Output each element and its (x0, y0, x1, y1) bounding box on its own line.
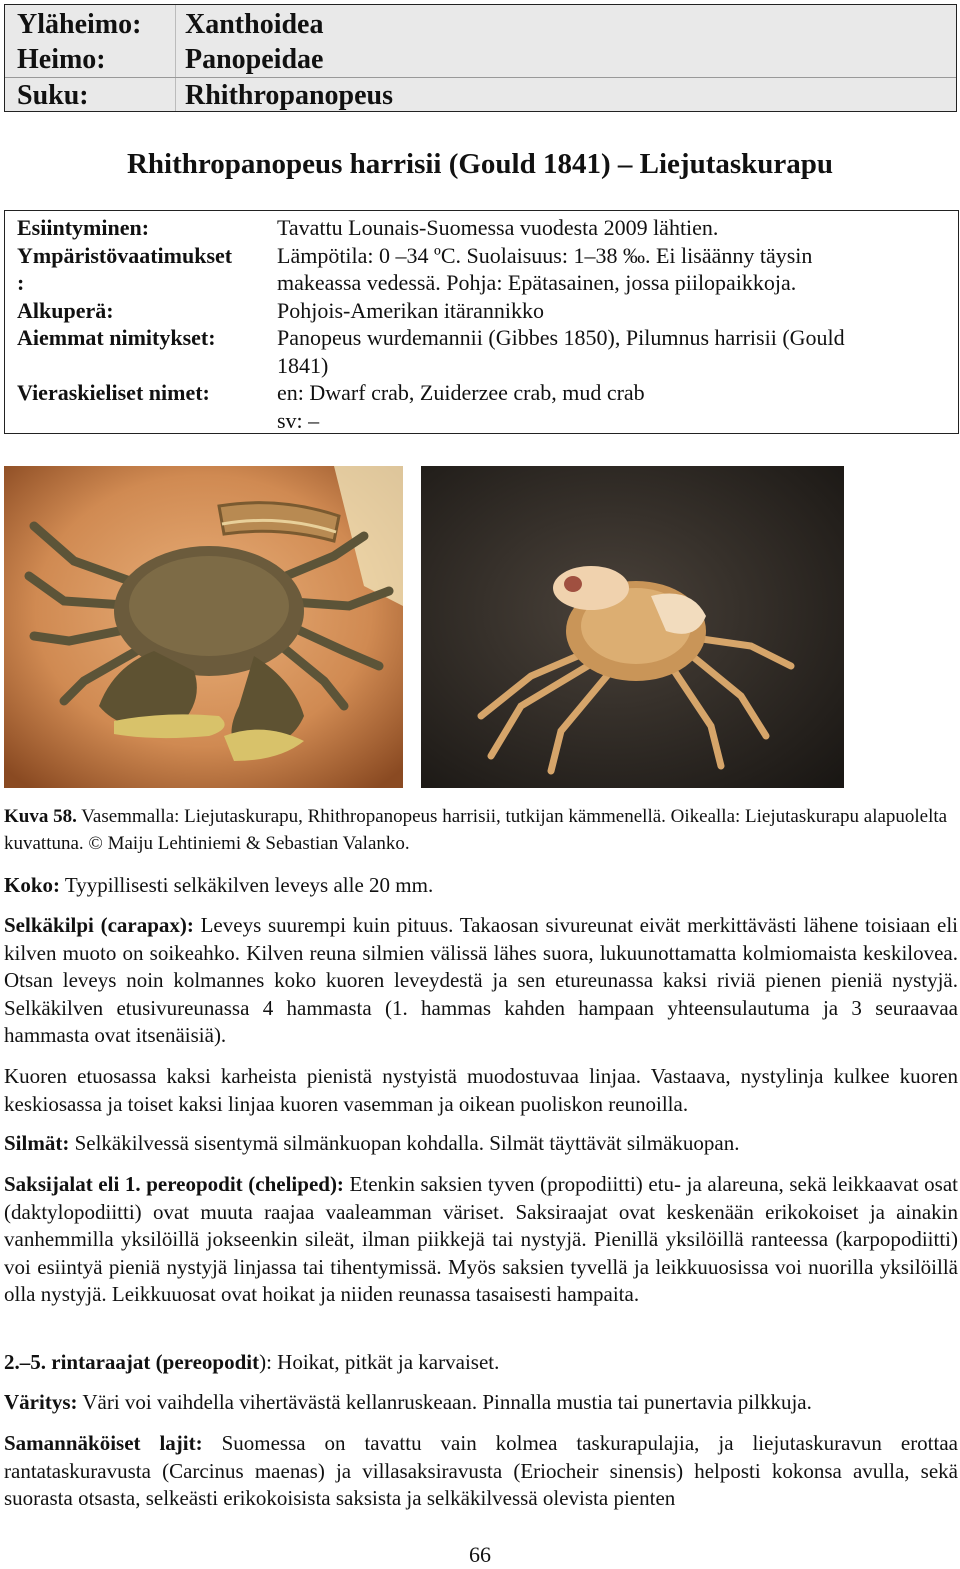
chelipeds-label: Saksijalat eli 1. pereopodit (cheliped): (4, 1172, 344, 1196)
size-label: Koko: (4, 873, 61, 897)
foreign-names-en: en: Dwarf crab, Zuiderzee crab, mud crab (277, 380, 645, 405)
carapace-text: Leveys suurempi kuin pituus. Takaosan sivureunat eivät merkittävästi lähene toisiaan eli kilven muoto on soikeahko. Kilven reuna silmien välissä lähes suora, lukuunottamatta kolmiomaista keskilovea. Otsan leveys noin kolmannes koko kuoren leveydestä ja sen etureunassa kaksi riviä pienen pieniä nystyjä. Selkäkilven etusivureunassa 4 hammasta (1. hammas kahden hampaan yhteensulautuma ja 3 seuraavaa hammasta ovat itsenäisiä). (4, 913, 958, 1048)
environment-value-line2: makeassa vedessä. Pohja: Epätasainen, jossa piilopaikkoja. (277, 270, 797, 295)
walking-legs-label-a: 2.–5. rintaraajat ( (4, 1350, 163, 1374)
taxonomy-row-family (5, 42, 956, 77)
environment-label: Ympäristövaatimukset (17, 243, 233, 268)
family-label: Heimo: (17, 44, 106, 75)
family-value: Panopeidae (185, 44, 324, 75)
figure-caption-text: Vasemmalla: Liejutaskurapu, Rhithropanopeus harrisii, tutkijan kämmenellä. Oikealla: Liejutaskurapu alapuolelta kuvattuna. © Maiju Lehtiniemi & Sebastian Valanko. (4, 806, 948, 854)
carapace-paragraph (4, 912, 958, 1050)
eyes-paragraph (4, 1130, 958, 1158)
shell-lines-paragraph (4, 1063, 958, 1118)
walking-legs-label-b: pereopodit (162, 1350, 260, 1374)
species-title: Rhithropanopeus harrisii (Gould 1841) – Liejutaskurapu (126, 148, 834, 180)
origin-label: Alkuperä: (17, 298, 114, 323)
superfamily-value: Xanthoidea (185, 9, 324, 40)
eyes-label: Silmät: (4, 1131, 70, 1155)
size-paragraph (4, 872, 958, 900)
shell-lines-text: Kuoren etuosassa kaksi karheista pienistä nystyistä muodostuvaa linjaa. Vastaava, nystylinja kulkee kuoren keskiosassa ja toiset kaksi linjaa kuoren vasemman ja oikean puoliskon reunoilla. (4, 1064, 958, 1116)
size-text: Tyypillisesti selkäkilven leveys alle 20 mm. (64, 873, 434, 897)
coloration-text: Väri voi vaihdella vihertävästä kellanruskeaan. Pinnalla mustia tai punertavia pilkkuja. (82, 1390, 812, 1414)
foreign-names-label: Vieraskieliset nimet: (17, 380, 210, 405)
coloration-label: Väritys: (4, 1390, 78, 1414)
similar-species-label: Samannäköiset lajit: (4, 1431, 203, 1455)
eyes-text: Selkäkilvessä sisentymä silmänkuopan kohdalla. Silmät täyttävät silmäkuopan. (74, 1131, 740, 1155)
coloration-paragraph (4, 1389, 958, 1417)
carapace-label: Selkäkilpi (carapax): (4, 913, 194, 937)
former-names-line1: Panopeus wurdemannii (Gibbes 1850), Pilumnus harrisii (Gould (277, 325, 845, 350)
taxonomy-row-superfamily (5, 7, 956, 42)
walking-legs-label-c: ): (259, 1350, 272, 1374)
superfamily-label: Yläheimo: (17, 9, 142, 40)
species-info-box (4, 210, 959, 434)
origin-value: Pohjois-Amerikan itärannikko (277, 298, 545, 323)
genus-label: Suku: (17, 80, 89, 111)
crab-underside-photo (421, 466, 844, 788)
figure-caption-lead: Kuva 58. (4, 806, 77, 827)
occurrence-label: Esiintyminen: (17, 215, 150, 240)
walking-legs-text: Hoikat, pitkät ja karvaiset. (277, 1350, 500, 1374)
crab-on-palm-photo (4, 466, 403, 788)
figure-caption (4, 803, 958, 857)
environment-value-line1: Lämpötila: 0 –34 ºC. Suolaisuus: 1–38 ‰. Ei lisäänny täysin (277, 243, 813, 268)
walking-legs-paragraph (4, 1349, 958, 1377)
taxonomy-box (4, 4, 957, 112)
taxonomy-row-genus (5, 77, 956, 113)
chelipeds-text: Etenkin saksien tyven (propodiitti) etu- ja alareuna, sekä leikkaavat osat (daktylopodiitti) ovat muuta raajaa vaaleamman väriset. Saksiraajat ovat keskenään erikokoiset ja ainakin vanhemmilla yksilöillä jokseenkin sileät, ilman piikkejä tai nystyjä. Pienillä yksilöillä ranteessa (karpopodiitti) voi esiintyä pieniä nystyjä linjassa tai tihentymissä. Myös saksien tyvellä ja leikkuuosissa voi nuorilla yksilöillä olla nystyjä. Leikkuuosat ovat hoikat ja niiden reunassa tasaisesti hampaita. (4, 1172, 958, 1307)
former-names-line2: 1841) (277, 353, 329, 378)
foreign-names-sv: sv: – (277, 408, 320, 433)
similar-species-text: Suomessa on tavattu vain kolmea taskurapulajia, ja liejutaskuravun erottaa rantataskuravusta (Carcinus maenas) ja villasaksiravusta (Eriocheir sinensis) helposti kokonsa avulla, sekä suorasta otsasta, selkeästi erikokoisista saksista ja selkäkilvessä olevista pienten (4, 1431, 958, 1511)
page-number: 66 (469, 1542, 491, 1567)
environment-label-colon: : (17, 270, 25, 295)
genus-value: Rhithropanopeus (185, 80, 394, 111)
occurrence-value: Tavattu Lounais-Suomessa vuodesta 2009 lähtien. (277, 215, 719, 240)
similar-species-paragraph (4, 1430, 958, 1513)
chelipeds-paragraph (4, 1171, 958, 1309)
former-names-label: Aiemmat nimitykset: (17, 325, 216, 350)
